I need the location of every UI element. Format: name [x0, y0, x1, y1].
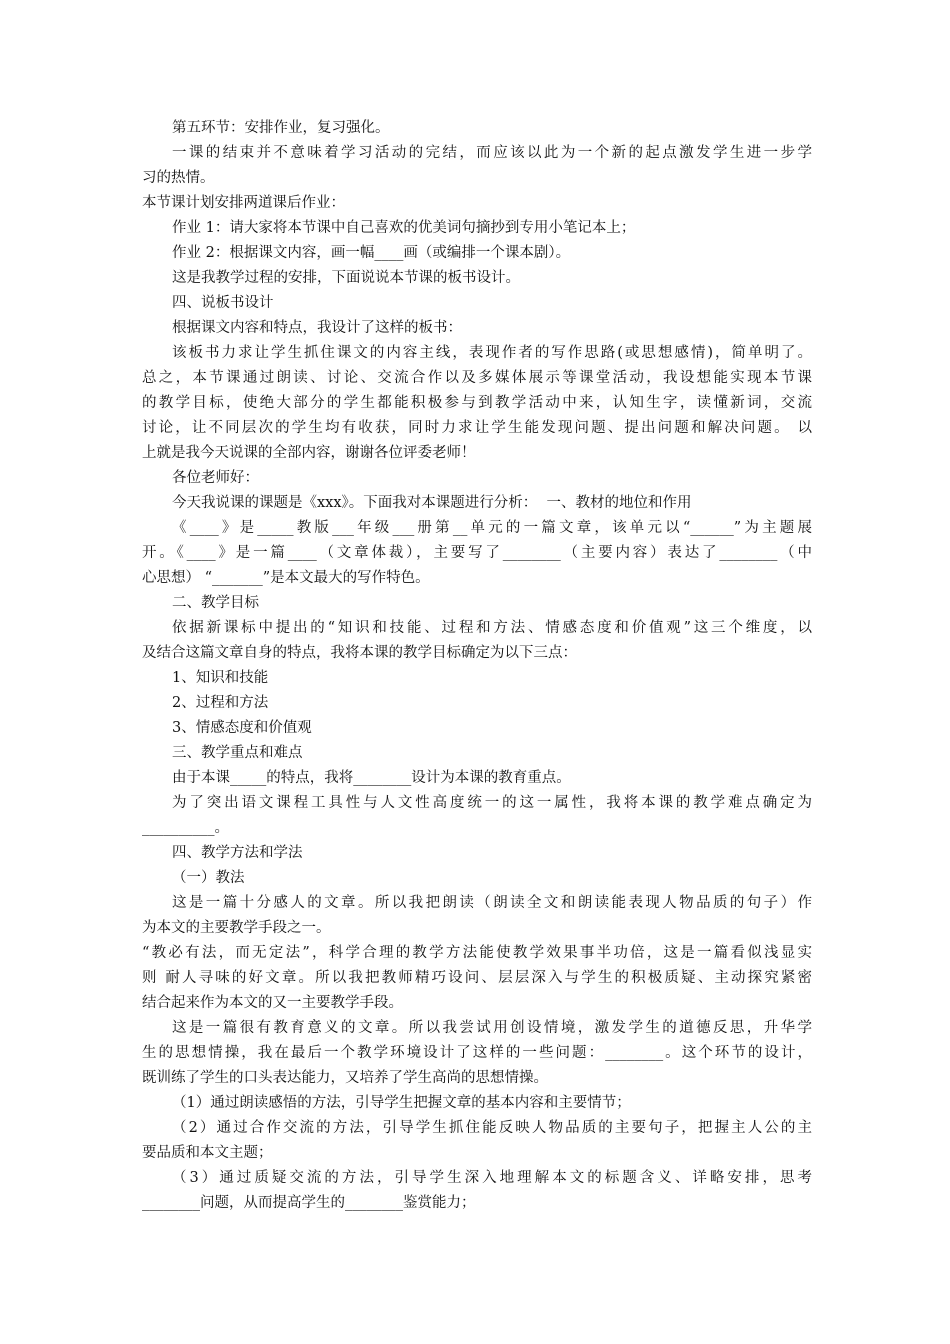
paragraph-line: 由于本课_____的特点，我将________设计为本课的教育重点。 — [172, 770, 571, 786]
paragraph-line: 开。《____》是一篇____（文章体裁），主要写了________（主要内容）表达了________（中 — [142, 545, 812, 561]
paragraph-line: 这是一篇很有教育意义的文章。所以我尝试用创设情境，激发学生的道德反思，升华学 — [172, 1020, 812, 1036]
paragraph-line: 为本文的主要教学手段之一。 — [142, 920, 331, 936]
paragraph-line: 则 耐人寻味的好文章。所以我把教师精巧设问、层层深入与学生的积极质疑、主动探究紧密 — [142, 970, 812, 986]
paragraph-line: 结合起来作为本文的又一主要教学手段。 — [142, 995, 403, 1011]
paragraph-line: 这是我教学过程的安排，下面说说本节课的板书设计。 — [172, 270, 520, 286]
list-item: （2）通过合作交流的方法，引导学生抓住能反映人物品质的主要句子，把握主人公的主 — [172, 1120, 812, 1136]
paragraph-line: 根据课文内容和特点，我设计了这样的板书： — [172, 320, 462, 336]
paragraph-line: 既训练了学生的口头表达能力，又培养了学生高尚的思想情操。 — [142, 1070, 548, 1086]
section-heading: 三、教学重点和难点 — [172, 745, 303, 761]
paragraph-line: ________问题，从而提高学生的________鉴赏能力； — [142, 1195, 476, 1211]
paragraph-line: 讨论，让不同层次的学生均有收获，同时力求让学生能发现问题、提出问题和解决问题。 以 — [142, 420, 812, 436]
list-item: 3、情感态度和价值观 — [172, 720, 312, 736]
list-item: 2、过程和方法 — [172, 695, 269, 711]
document-body — [142, 116, 812, 1216]
paragraph-line: 心思想） “_______”是本文最大的写作特色。 — [142, 570, 430, 586]
paragraph-line: 上就是我今天说课的全部内容，谢谢各位评委老师！ — [142, 445, 476, 461]
paragraph-line: 为了突出语文课程工具性与人文性高度统一的这一属性，我将本课的教学难点确定为 — [172, 795, 812, 811]
paragraph-line: 的教学目标，使绝大部分的学生都能积极参与到教学活动中来，认知生字，读懂新词，交流 — [142, 395, 812, 411]
paragraph-line: 习的热情。 — [142, 170, 215, 186]
paragraph-line: 该板书力求让学生抓住课文的内容主线，表现作者的写作思路(或思想感情)，简单明了。 — [172, 345, 812, 361]
greeting: 各位老师好： — [172, 470, 259, 486]
list-item: （3）通过质疑交流的方法，引导学生深入地理解本文的标题含义、详略安排，思考 — [172, 1170, 812, 1186]
list-item: 作业 2：根据课文内容，画一幅____画（或编排一个课本剧）。 — [172, 245, 571, 261]
paragraph-line: 《____》是_____教版___年级___册第__单元的一篇文章，该单元以“______”为主题展 — [172, 520, 812, 536]
list-item: 作业 1：请大家将本节课中自己喜欢的优美词句摘抄到专用小笔记本上； — [172, 220, 636, 236]
section-heading: 第五环节：安排作业，复习强化。 — [172, 120, 390, 136]
list-item: 1、知识和技能 — [172, 670, 269, 686]
section-heading: 二、教学目标 — [172, 595, 259, 611]
paragraph-line: __________。 — [142, 820, 229, 836]
paragraph-line: 一课的结束并不意味着学习活动的完结，而应该以此为一个新的起点激发学生进一步学 — [172, 145, 812, 161]
paragraph-line: “教必有法，而无定法”，科学合理的教学方法能使教学效果事半功倍，这是一篇看似浅显实 — [142, 945, 812, 961]
paragraph-line: 及结合这篇文章自身的特点，我将本课的教学目标确定为以下三点： — [142, 645, 577, 661]
paragraph-line: 总之，本节课通过朗读、讨论、交流合作以及多媒体展示等课堂活动，我设想能实现本节课 — [142, 370, 812, 386]
paragraph-line: 生的思想情操，我在最后一个教学环境设计了这样的一些问题：________。这个环节的设计， — [142, 1045, 812, 1061]
paragraph-line: 依据新课标中提出的“知识和技能、过程和方法、情感态度和价值观”这三个维度，以 — [172, 620, 812, 636]
section-heading: 四、教学方法和学法 — [172, 845, 303, 861]
paragraph-line: 要品质和本文主题； — [142, 1145, 273, 1161]
paragraph-line: 本节课计划安排两道课后作业： — [142, 195, 345, 211]
list-item: （1）通过朗读感悟的方法，引导学生把握文章的基本内容和主要情节； — [172, 1095, 631, 1111]
paragraph-line: 今天我说课的课题是《xxx》。下面我对本课题进行分析： 一、教材的地位和作用 — [172, 495, 692, 511]
subsection-heading: （一）教法 — [172, 870, 245, 886]
paragraph-line: 这是一篇十分感人的文章。所以我把朗读（朗读全文和朗读能表现人物品质的句子）作 — [172, 895, 812, 911]
section-heading: 四、说板书设计 — [172, 295, 274, 311]
